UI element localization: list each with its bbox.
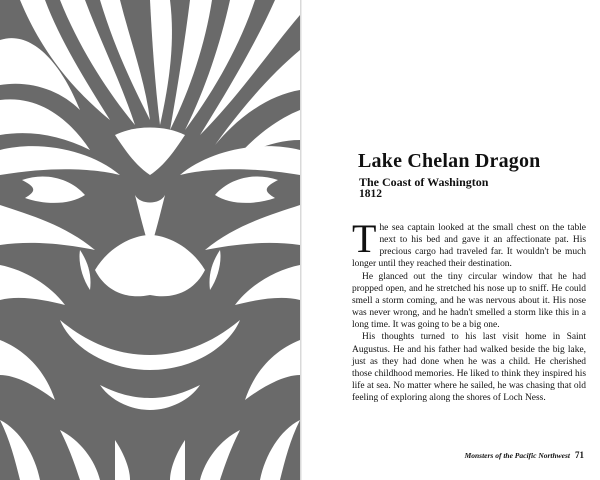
chapter-body xyxy=(352,216,586,404)
paragraph: His thoughts turned to his last visit home in Saint Augustus. He and his father had walked beside the big lake, just as they had done when he was a child. He cherished those childhood memories. He liked to think they inspired his life at sea. No matter where he sailed, he was chasing that old feeling of exploring along the shores of Loch Ness. xyxy=(352,332,586,404)
chapter-subtitle: The Coast of Washington xyxy=(359,175,489,189)
paragraph-text: he sea captain looked at the small chest on the table next to his bed and gave it an affectionate pat. His precious cargo had traveled far. It wouldn't be much longer until they reached their destination. xyxy=(352,223,586,270)
drop-cap: T xyxy=(352,216,377,261)
chapter-title: Lake Chelan Dragon xyxy=(358,150,541,172)
running-footer: Monsters of the Pacific Northwest xyxy=(464,451,570,460)
chapter-year: 1812 xyxy=(359,188,382,200)
text-page xyxy=(302,0,600,480)
page-number: 71 xyxy=(575,450,584,460)
paragraph xyxy=(352,216,586,271)
paragraph: He glanced out the tiny circular window that he had propped open, and he stretched his nose up to sniff. He could smell a storm coming, and he was nervous about it. His nose was never wrong, and he hadn't smelled a storm like this in a long time. It was going to be a big one. xyxy=(352,271,586,331)
